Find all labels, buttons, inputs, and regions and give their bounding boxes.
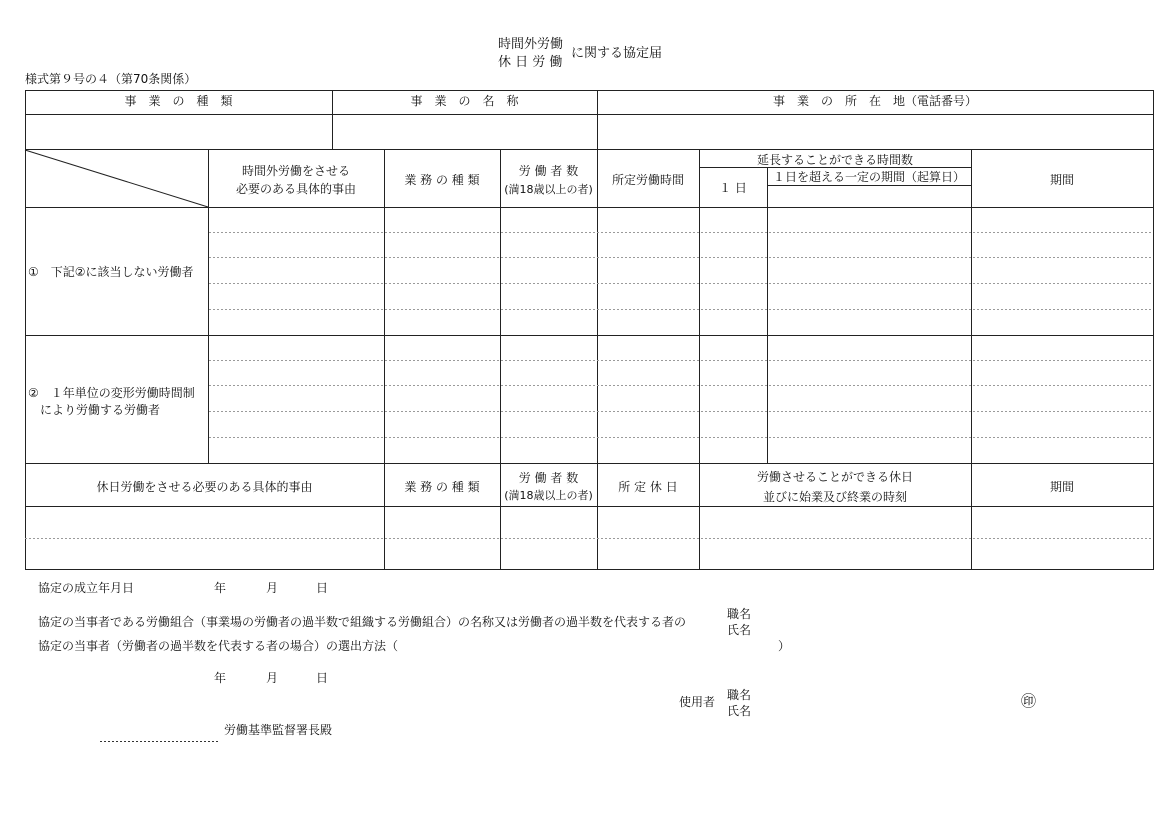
header-holiday-workers-2: (満18歳以上の者): [504, 489, 593, 502]
title-overtime: 時間外労働: [498, 37, 564, 52]
title-holiday: 休 日 労 働: [498, 55, 563, 70]
selection-method-text: 協定の当事者（労働者の過半数を代表する者の場合）の選出方法（: [38, 639, 399, 653]
submission-year: 年: [214, 671, 227, 685]
party-name-label: 氏名: [727, 623, 752, 637]
labor-office-label: 労働基準監督署長殿: [224, 723, 333, 737]
header-business-location: 事 業 の 所 在 地（電話番号）: [772, 94, 977, 108]
header-holiday-times-1: 労働させることができる休日: [756, 470, 913, 484]
header-extendable-hours: 延長することができる時間数: [756, 153, 913, 167]
selection-close-paren: ）: [778, 639, 791, 653]
row2-label-1: ② １年単位の変形労働時間制: [28, 386, 195, 400]
header-holiday-workers-1: 労 働 者 数: [518, 471, 579, 485]
header-overtime-reason-2: 必要のある具体的事由: [235, 182, 356, 196]
party-position-label: 職名: [727, 607, 752, 621]
header-work-type: 業 務 の 種 類: [404, 173, 480, 187]
form-number: 様式第９号の４（第70条関係）: [25, 72, 197, 86]
agreement-month: 月: [266, 581, 279, 595]
submission-month: 月: [266, 671, 279, 685]
employer-name-label: 氏名: [727, 704, 752, 718]
header-business-name: 事 業 の 名 称: [410, 94, 519, 108]
title-suffix: に関する協定届: [571, 46, 663, 61]
header-one-day: １ 日: [719, 181, 747, 195]
header-workers-2: (満18歳以上の者): [504, 183, 593, 196]
agreement-year: 年: [214, 581, 227, 595]
header-holiday-work-type: 業 務 の 種 類: [404, 480, 480, 494]
agreement-day: 日: [316, 581, 329, 595]
agreement-date-label: 協定の成立年月日: [38, 581, 135, 595]
header-period: 期間: [1049, 173, 1074, 187]
row2-label-2: により労働する労働者: [40, 403, 161, 417]
row1-label: ① 下記②に該当しない労働者: [28, 265, 194, 279]
employer-label: 使用者: [679, 695, 716, 709]
header-over-one-day: １日を超える一定の期間（起算日）: [772, 170, 965, 184]
header-prescribed-hours: 所定労働時間: [611, 173, 684, 187]
header-holiday-reason: 休日労働をさせる必要のある具体的事由: [96, 480, 313, 494]
header-overtime-reason-1: 時間外労働をさせる: [241, 164, 350, 178]
header-prescribed-holiday: 所 定 休 日: [618, 480, 678, 494]
submission-day: 日: [316, 671, 329, 685]
employer-position-label: 職名: [727, 688, 752, 702]
header-business-type: 事 業 の 種 類: [124, 94, 233, 108]
party-union-text: 協定の当事者である労働組合（事業場の労働者の過半数で組織する労働組合）の名称又は労働者の過半数を代表する者の: [38, 615, 687, 629]
header-holiday-times-2: 並びに始業及び終業の時刻: [762, 490, 907, 504]
seal-icon: ㊞: [1021, 692, 1037, 710]
header-workers-1: 労 働 者 数: [518, 164, 579, 178]
header-holiday-period: 期間: [1049, 480, 1074, 494]
